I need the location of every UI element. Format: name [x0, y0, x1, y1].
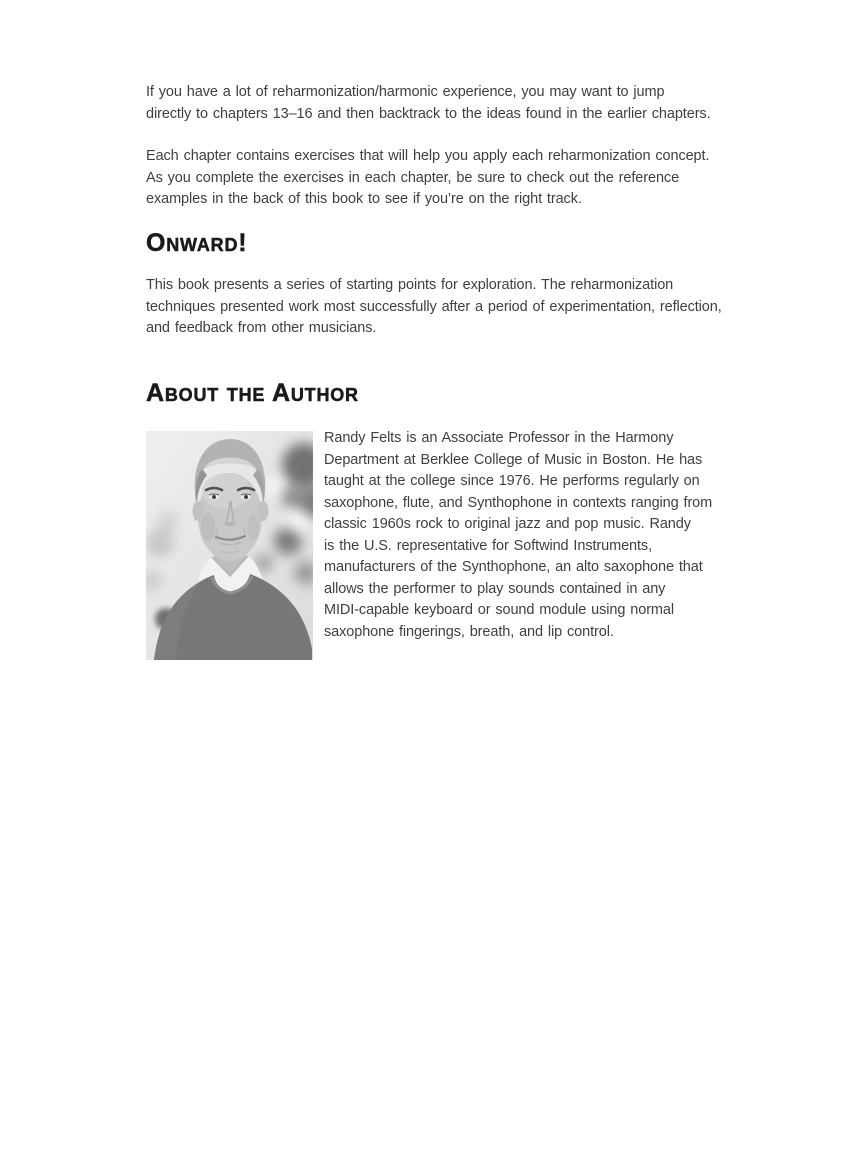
text-line: techniques presented work most successfully after a period of experimentation, reflection,: [146, 298, 722, 315]
text-line: classic 1960s rock to original jazz and pop music. Randy: [324, 516, 691, 532]
text-line: directly to chapters 13–16 and then backtrack to the ideas found in the earlier chapters.: [146, 105, 711, 122]
about-the-author-heading: About the Author: [146, 379, 359, 407]
text-line: This book presents a series of starting points for exploration. The reharmonization: [146, 277, 674, 293]
author-portrait-photo: [146, 431, 313, 660]
onward-heading: Onward!: [146, 229, 248, 257]
text-line: As you complete the exercises in each chapter, be sure to check out the reference: [146, 169, 680, 186]
intro-paragraph-2: [146, 146, 709, 211]
author-bio: [324, 428, 712, 643]
text-line: is the U.S. representative for Softwind Instruments,: [324, 537, 652, 554]
text-line: Department at Berklee College of Music in Boston. He has: [324, 451, 703, 468]
text-line: examples in the back of this book to see if you’re on the right track.: [146, 191, 582, 207]
text-line: and feedback from other musicians.: [146, 320, 377, 336]
text-line: saxophone fingerings, breath, and lip control.: [324, 623, 614, 640]
text-line: taught at the college since 1976. He performs regularly on: [324, 473, 700, 489]
author-photo: [146, 431, 313, 660]
text-line: allows the performer to play sounds contained in any: [324, 580, 666, 597]
text-line: If you have a lot of reharmonization/harmonic experience, you may want to jump: [146, 84, 665, 100]
text-line: manufacturers of the Synthophone, an alto saxophone that: [324, 559, 703, 575]
text-line: saxophone, flute, and Synthophone in contexts ranging from: [324, 494, 713, 511]
text-line: Each chapter contains exercises that will help you apply each reharmonization concept.: [146, 148, 710, 164]
text-line: Randy Felts is an Associate Professor in the Harmony: [324, 430, 674, 446]
onward-paragraph: [146, 275, 722, 340]
intro-paragraph-1: [146, 82, 711, 125]
text-line: MIDI-capable keyboard or sound module using normal: [324, 602, 674, 618]
